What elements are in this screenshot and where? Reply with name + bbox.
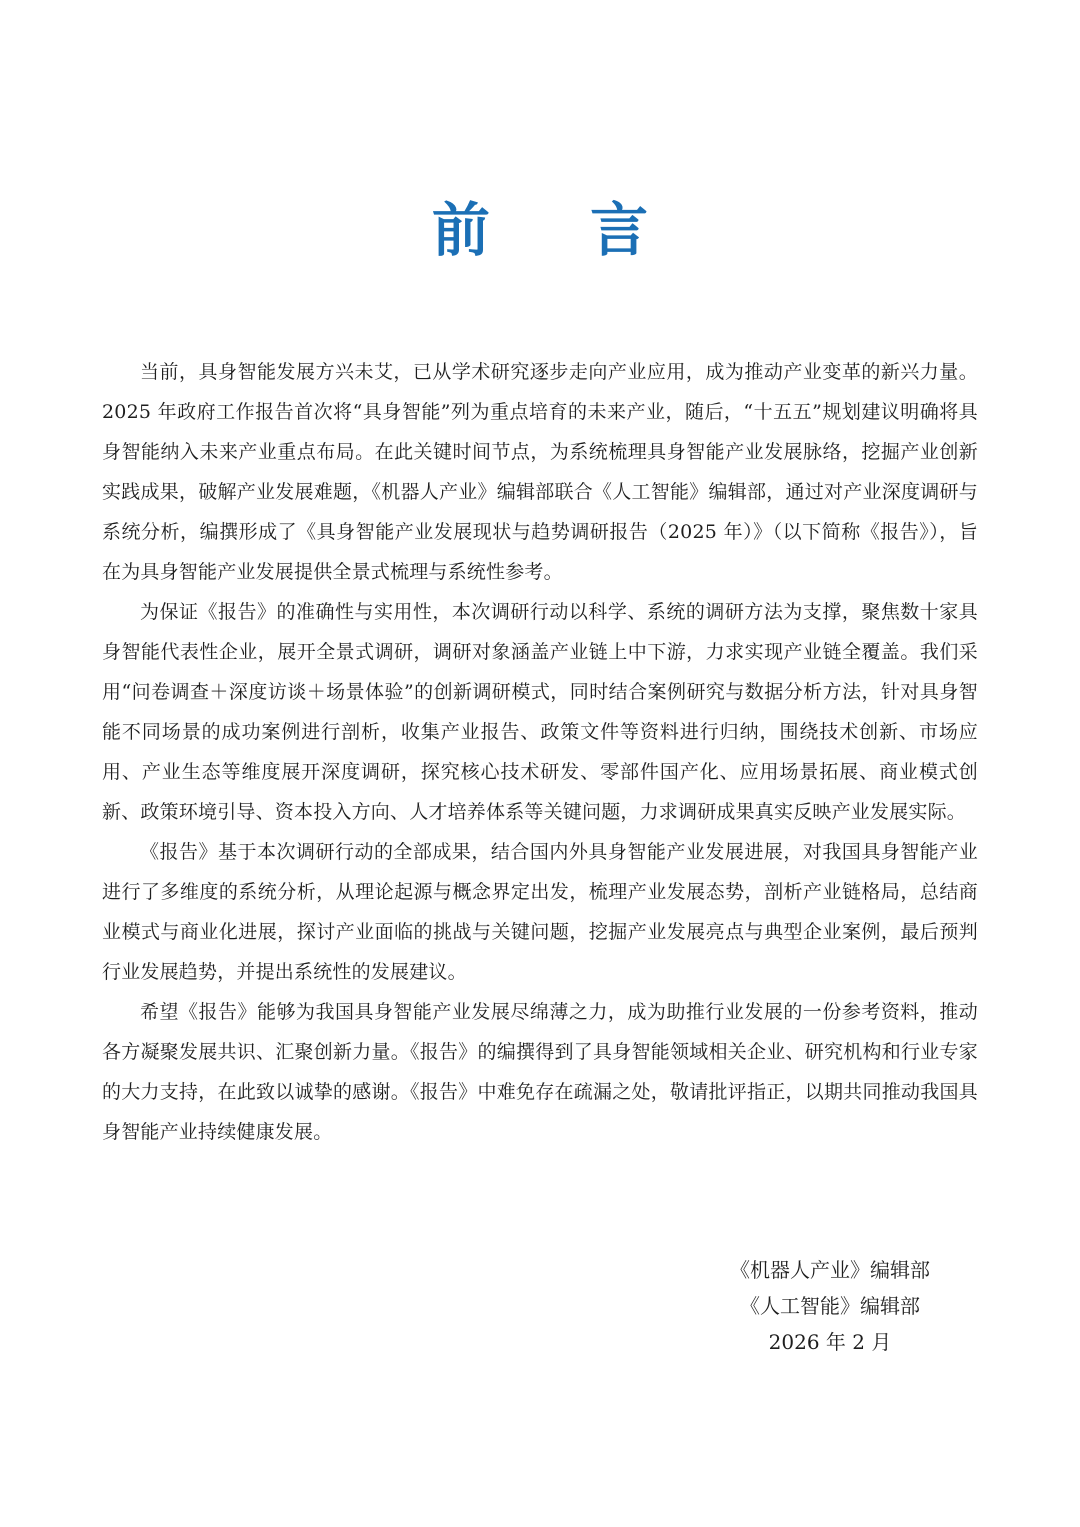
signature-date: 2026 年 2 月 xyxy=(768,1330,892,1354)
paragraph-2: 为保证《报告》的准确性与实用性，本次调研行动以科学、系统的调研方法为支撑，聚焦数十家具身智能代表性企业，展开全景式调研，调研对象涵盖产业链上中下游，力求实现产业链全覆盖。我们采用“问卷调查＋深度访谈＋场景体验”的创新调研模式，同时结合案例研究与数据分析方法，针对具身智能不同场景的成功案例进行剖析，收集产业报告、政策文件等资料进行归纳，围绕技术创新、市场应用、产业生态等维度展开深度调研，探究核心技术研发、零部件国产化、应用场景拓展、商业模式创新、政策环境引导、资本投入方向、人才培养体系等关键问题，力求调研成果真实反映产业发展实际。 xyxy=(102,601,978,823)
preface-body xyxy=(102,352,978,1152)
page-title: 前 言 xyxy=(431,196,689,264)
signature-editorial-1: 《机器人产业》编辑部 xyxy=(730,1258,930,1282)
signature-block xyxy=(700,1252,960,1360)
paragraph-1: 当前，具身智能发展方兴未艾，已从学术研究逐步走向产业应用，成为推动产业变革的新兴力量。2025 年政府工作报告首次将“具身智能”列为重点培育的未来产业，随后，“十五五”规划建议明确将具身智能纳入未来产业重点布局。在此关键时间节点，为系统梳理具身智能产业发展脉络，挖掘产业创新实践成果，破解产业发展难题，《机器人产业》编辑部联合《人工智能》编辑部，通过对产业深度调研与系统分析，编撰形成了《具身智能产业发展现状与趋势调研报告（2025 年）》（以下简称《报告》），旨在为具身智能产业发展提供全景式梳理与系统性参考。 xyxy=(102,361,978,583)
paragraph-4: 希望《报告》能够为我国具身智能产业发展尽绵薄之力，成为助推行业发展的一份参考资料，推动各方凝聚发展共识、汇聚创新力量。《报告》的编撰得到了具身智能领域相关企业、研究机构和行业专家的大力支持，在此致以诚挚的感谢。《报告》中难免存在疏漏之处，敬请批评指正，以期共同推动我国具身智能产业持续健康发展。 xyxy=(102,1001,978,1143)
signature-editorial-2: 《人工智能》编辑部 xyxy=(740,1294,920,1318)
paragraph-3: 《报告》基于本次调研行动的全部成果，结合国内外具身智能产业发展进展，对我国具身智能产业进行了多维度的系统分析，从理论起源与概念界定出发，梳理产业发展态势，剖析产业链格局，总结商业模式与商业化进展，探讨产业面临的挑战与关键问题，挖掘产业发展亮点与典型企业案例，最后预判行业发展趋势，并提出系统性的发展建议。 xyxy=(102,841,978,983)
